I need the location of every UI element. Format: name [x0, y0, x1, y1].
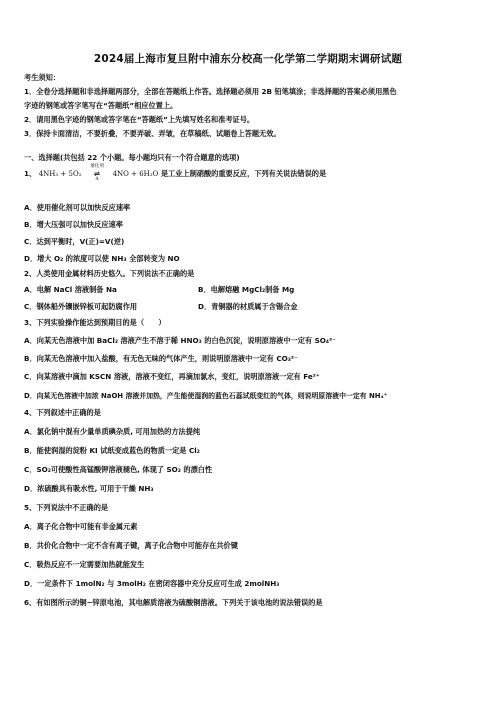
q3-option-b: B．向某无色溶液中加入盐酸，有无色无味的气体产生，则说明原溶液中一定有 CO₃²⁻ [24, 354, 298, 363]
page-title: 2024届上海市复旦附中浦东分校高一化学第二学期期末调研试题 [93, 53, 403, 65]
question-5-stem: 5、下列说法中不正确的是 [24, 503, 109, 512]
question-4-stem: 4、下列叙述中正确的是 [24, 408, 101, 417]
q1-option-c: C．达到平衡时，V(正)=V(逆) [24, 237, 125, 246]
question-number: 1、 [24, 169, 37, 178]
question-6-stem: 6、有如图所示的铜−锌原电池，其电解质溶液为硫酸铜溶液。下列关于该电池的说法错误的是 [24, 598, 323, 607]
q4-option-d: D．浓硫酸具有吸水性, 可用于干燥 NH₃ [24, 484, 154, 493]
q5-option-b: B．共价化合物中一定不含有离子键，离子化合物中可能存在共价键 [24, 541, 238, 550]
q1-option-b: B．增大压强可以加快反应速率 [24, 220, 123, 229]
q3-option-a: A．向某无色溶液中加 BaCl₂ 溶液产生不溶于稀 HNO₃ 的白色沉淀，说明原溶液中一定有 SO₄²⁻ [24, 336, 336, 345]
question-text: 是工业上制硝酸的重要反应，下列有关说法错误的是 [160, 169, 327, 178]
question-3-stem: 3、下列实验操作能达到预期目的是（ ） [24, 318, 166, 327]
q2-option-c: C．钢体船外镶嵌锌板可起防腐作用 [24, 302, 138, 311]
heat-label: Δ [95, 177, 99, 182]
q1-option-d: D．增大 O₂ 的浓度可以使 NH₃ 全部转变为 NO [24, 254, 180, 263]
q4-option-c: C．SO₂可使酸性高锰酸钾溶液褪色, 体现了 SO₂ 的漂白性 [24, 465, 213, 474]
notice-line-3: 2．请用黑色字迹的钢笔或答字笔在“答题纸”上先填写姓名和准考证号。 [24, 115, 255, 124]
q3-option-d: D．向某无色溶液中加浓 NaOH 溶液并加热，产生能使湿润的蓝色石蕊试纸变红的气体，则说明原溶液中一定有 NH₄⁺ [24, 392, 388, 400]
notice-heading: 考生须知： [24, 73, 60, 82]
q4-option-b: B．能使润湿的淀粉 KI 试纸变成蓝色的物质一定是 Cl₂ [24, 446, 200, 455]
equation-reactants: 4NH₃ + 5O₂ [38, 170, 82, 178]
question-1-stem [24, 164, 327, 182]
q5-option-c: C．吸热反应不一定需要加热就能发生 [24, 560, 145, 569]
q3-option-c: C．向某溶液中滴加 KSCN 溶液，溶液不变红，再滴加氯水，变红，说明原溶液一定有 Fe²⁺ [24, 372, 320, 381]
reaction-arrow: 催化剂 ⇌ Δ [84, 169, 110, 179]
notice-line-1: 1．全卷分选择题和非选择题两部分，全部在答题纸上作答。选择题必须用 2B 铅笔填涂；非选择题的答案必须用黑色 [24, 87, 397, 96]
equation-products: 4NO + 6H₂O [112, 170, 159, 178]
catalyst-label: 催化剂 [90, 164, 104, 169]
q4-option-a: A．氯化钠中混有少量单质碘杂质, 可用加热的方法提纯 [24, 427, 201, 436]
q5-option-d: D．一定条件下 1molN₂ 与 3molH₂ 在密闭容器中充分反应可生成 2molNH₃ [24, 579, 280, 588]
section-heading: 一、选择题(共包括 22 个小题。每小题均只有一个符合题意的选项) [24, 153, 240, 162]
q5-option-a: A．离子化合物中可能有非金属元素 [24, 522, 138, 531]
q1-option-a: A．使用催化剂可以加快反应速率 [24, 203, 131, 212]
q2-option-a: A．电解 NaCl 溶液制备 Na [24, 285, 117, 294]
notice-line-2: 字迹的钢笔或答字笔写在“答题纸”相应位置上。 [24, 101, 178, 110]
q2-option-b: B．电解熔融 MgCl₂制备 Mg [198, 285, 295, 294]
q2-option-d: D．青铜器的材质属于含锡合金 [198, 302, 298, 311]
question-2-stem: 2、人类使用金属材料历史悠久。下列说法不正确的是 [24, 269, 195, 278]
notice-line-4: 3．保持卡面清洁，不要折叠，不要弄破、弄皱，在草稿纸、试题卷上答题无效。 [24, 129, 281, 138]
